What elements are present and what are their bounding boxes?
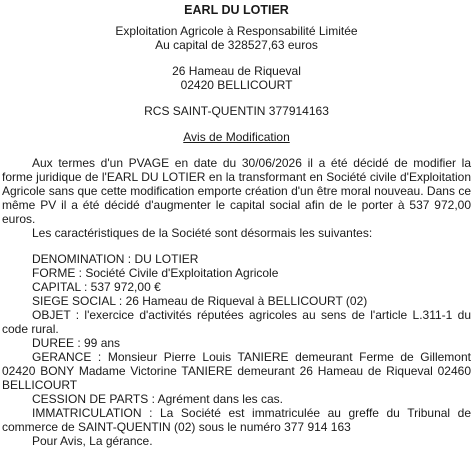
rcs-number: RCS SAINT-QUENTIN 377914163 bbox=[144, 104, 329, 118]
address-line-1: 26 Hameau de Riqueval bbox=[172, 64, 301, 78]
share-capital: Au capital de 328527,63 euros bbox=[155, 38, 318, 52]
field-objet: OBJET : l'exercice d'activités réputées agricoles au sens de l'article L.311-1 du code rural. bbox=[2, 308, 471, 336]
notice-intro: Aux termes d'un PVAGE en date du 30/06/2026 il a été décidé de modifier la forme juridique de l'EARL DU LOTIER en la transformant en Société civile d'Exploitation Agricole sans que cette modification emporte création d'un être moral nouveau. Dans ce même PV il a été décidé d'augmenter le capital social afin de le porter à 537 972,00 euros. bbox=[2, 156, 471, 226]
address-line-2: 02420 BELLICOURT bbox=[180, 78, 293, 92]
field-capital: CAPITAL : 537 972,00 € bbox=[32, 280, 161, 294]
company-name: EARL DU LOTIER bbox=[184, 3, 289, 17]
spacer bbox=[2, 240, 471, 252]
characteristics-intro: Les caractéristiques de la Société sont désormais les suivantes: bbox=[32, 226, 373, 240]
notice-title: Avis de Modification bbox=[183, 130, 290, 144]
field-cession-de-parts: CESSION DE PARTS : Agrément dans les cas. bbox=[32, 392, 283, 406]
spacer bbox=[2, 144, 471, 156]
spacer bbox=[2, 118, 471, 130]
field-denomination: DENOMINATION : DU LOTIER bbox=[32, 252, 199, 266]
field-siege-social: SIEGE SOCIAL : 26 Hameau de Riqueval à BELLICOURT (02) bbox=[32, 294, 368, 308]
field-duree: DUREE : 99 ans bbox=[32, 336, 121, 350]
spacer bbox=[2, 52, 471, 64]
field-gerance: GERANCE : Monsieur Pierre Louis TANIERE demeurant Ferme de Gillemont 02420 BONY Madame Victorine TANIERE demeurant 26 Hameau de Riqueval 02460 BELLICOURT bbox=[2, 350, 471, 392]
spacer bbox=[2, 92, 471, 104]
notice-closing: Pour Avis, La gérance. bbox=[32, 434, 153, 448]
field-forme: FORME : Société Civile d'Exploitation Agricole bbox=[32, 266, 279, 280]
field-immatriculation: IMMATRICULATION : La Société est immatriculée au greffe du Tribunal de commerce de SAINT-QUENTIN (02) sous le numéro 377 914 163 bbox=[2, 406, 471, 434]
legal-form: Exploitation Agricole à Responsabilité Limitée bbox=[115, 24, 358, 38]
